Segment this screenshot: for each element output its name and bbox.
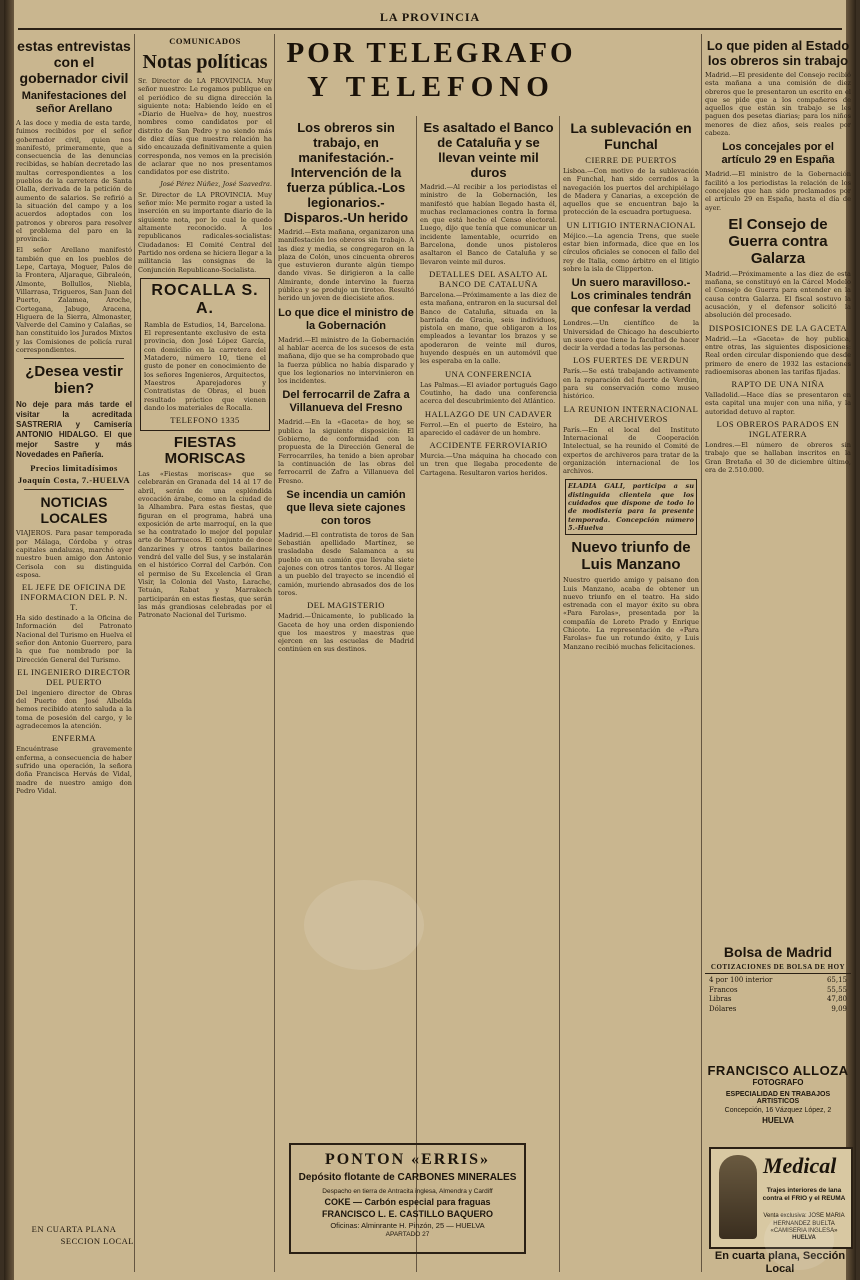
noticias-body-4: Encuéntrase gravemente enferma, a consecuencia de haber sufrido una operación, la señora doña Francisca Hervás de Vidal, madre de nuestro amigo don Pedro Vidal. xyxy=(16,745,132,795)
ponton-title: PONTON «ERRIS» xyxy=(324,1151,491,1168)
column-rule xyxy=(416,116,417,1272)
figure-illustration xyxy=(719,1155,757,1239)
tailor-ad-headline: ¿Desea vestir bien? xyxy=(25,363,123,398)
col5-headline: La sublevación en Funchal xyxy=(570,120,692,152)
col3-subhead-2: Del ferrocarril de Zafra a Villanueva del Fresno xyxy=(282,389,410,415)
col5-subhead-4: LOS FUERTES DE VERDUN xyxy=(573,355,689,366)
col3-subhead-4: DEL MAGISTERIO xyxy=(307,600,385,611)
medical-logo: Medical xyxy=(763,1153,837,1178)
bolsa-box xyxy=(705,940,851,1014)
col5-subhead-2: UN LITIGIO INTERNACIONAL xyxy=(566,219,696,230)
alloza-ad xyxy=(704,1063,852,1125)
col6-footer: En cuarta plana, Sección Local xyxy=(714,1250,846,1275)
col3-subhead-1: Lo que dice el ministro de la Gobernación xyxy=(278,306,414,332)
page-edge-left xyxy=(4,0,14,1280)
col6-body-3: Madrid.—Próximamente a las diez de esta mañana, se constituyó en la Cárcel Modelo el Consejo de Guerra para entender en la causa contra Galarza. El fiscal sostuvo la acusación, y el defensor solicitó la absolución del procesado. xyxy=(705,269,851,320)
bolsa-row-value: 47,80 xyxy=(826,995,847,1003)
col3-body-1: Madrid.—Esta mañana, organizaron una manifestación los obreros sin trabajo. A las diez y media, se congregaron en la plaza de Colón, unos cincuenta obreros que estuvieron durante algún tiempo dando vivas. Se dirigieron a la calle Almirante, donde intervino la fuerza pública y se produjo un tiroteo. Resultó herido un joven de diecisiete años. xyxy=(278,228,414,303)
col4-subhead-3: HALLAZGO DE UN CADAVER xyxy=(424,408,553,419)
col1-body-2: El señor Arellano manifestó también que en los pueblos de Lepe, Cartaya, Moguer, Palos de la Frontera, Aljaraque, Gibraleón, Almonte, Bollullos, Niebla, Villarrasa, Trigueros, San Juan del Puerto, Zalamea, Aroche, Cortegana, Jabugo, Aracena, Higuera de la Sierra, Almonaster, Valverde del Camino y Calañas, se han constituido los Jurados Mixtos y las Comisiones de policía rural correspondientes. xyxy=(16,246,132,355)
col6-body-4: Madrid.—La «Gaceta» de hoy publica, entre otras, las siguientes disposiciones: Real orden circular disponiendo que desde primero de enero de 1932 las estaciones radioemisoras abonen las tarifas fijadas. xyxy=(705,334,851,376)
col4-subhead-1: DETALLES DEL ASALTO AL BANCO DE CATALUÑA xyxy=(429,268,548,289)
col6-headline: Lo que piden al Estado los obreros sin trabajo xyxy=(706,38,850,68)
bolsa-row xyxy=(705,1005,851,1015)
bolsa-row xyxy=(705,976,851,986)
column-rule xyxy=(134,34,135,1272)
col4-body-3: Las Palmas.—El aviador portugués Gago Coutinho, ha dado una conferencia acerca del descubrimiento del Atlántico. xyxy=(420,380,557,406)
col4-body-2: Barcelona.—Próximamente a las diez de esta mañana, entraron en la sucursal del Banco de Cataluña, situada en la barriada de Gracia, seis individuos, pistola en mano, que obligaron a los empleados a levantar los brazos y se apoderaron de veinte mil duros, huyendo después en un automóvil que les esperaba en la calle. xyxy=(420,290,557,366)
ponton-line-3: COKE — Carbón especial para fraguas xyxy=(324,1197,491,1207)
bolsa-row-label: Dólares xyxy=(709,1004,737,1013)
col6-subhead-2: El Consejo de Guerra contra Galarza xyxy=(728,215,828,267)
bolsa-subtitle: COTIZACIONES DE BOLSA DE HOY xyxy=(705,963,851,974)
col6-body-5: Valladolid.—Hace días se presentaron en esta capital una mujer con una niña, y la autoridad detuvo al raptor. xyxy=(705,391,851,416)
bolsa-row-label: 4 por 100 interior xyxy=(709,976,773,984)
col2-body-2: Sr. Director de LA PROVINCIA. Muy señor mío: Me permito rogar a usted la inserción en su importante diario de la siguiente nota, por lo cual le quedo altamente reconocido. A los republicanos radicales-socialistas: Ciudadanos: El Comité Central del Partido nos ordena se hiciera llegar a la militancia las consignas de la Conjunción Republicano-Socialista. xyxy=(138,190,272,274)
divider xyxy=(24,358,124,359)
rocalla-title: ROCALLA S. A. xyxy=(151,281,259,317)
col6-subhead-1: Los concejales por el artículo 29 en España xyxy=(721,141,835,167)
section-banner xyxy=(272,36,590,112)
col5-subhead-6: Nuevo triunfo de Luis Manzano xyxy=(571,539,691,574)
noticias-body-3: Del ingeniero director de Obras del Puerto don José Albelda hemos recibido atento saluda a la toma de posesión del cargo, y le agradecemos la atención. xyxy=(16,688,132,731)
tailor-ad-address: Joaquín Costa, 7.-HUELVA xyxy=(17,475,131,486)
col3-headline: Los obreros sin trabajo, en manifestación.-Intervención de la fuerza pública.-Los legionarios.-Disparos.-Un herido xyxy=(283,120,409,225)
col1-footer: EN CUARTA PLANA xyxy=(31,1224,117,1234)
col3-body-5: Madrid.—Únicamente, lo publicado la Gaceta de hoy una orden disponiendo que los maestros y maestras que ejercen en las escuelas de Madrid continúen en sus destinos. xyxy=(278,612,414,654)
medical-line-1: Trajes interiores de lana contra el FRIO y el REUMA xyxy=(762,1187,846,1202)
alloza-city: HUELVA xyxy=(762,1116,794,1125)
col1-body-1: A las doce y media de esta tarde, fuimos recibidos por el señor gobernador civil, quien nos manifestó, primeramente, que a consecuencia de las denuncias recibidas, se habían decretado las multas correspondientes a los pueblos de la carretera de Santa Olalla, derivada de la petición de aumento de salarios. Se refirió a la situación del campo y a los acuerdos adoptados con los patronos y obreros para resolver el problema del paro en la provincia. xyxy=(16,119,132,244)
col4-body-1: Madrid.—Al recibir a los periodistas el ministro de la Gobernación, les manifestó que habían llegado hasta él, muchas reclamaciones contra la forma en que está hecho el Censo electoral. Luego, dijo que tenía que comunicar un incidente lamentable, ocurrido en Barcelona, donde unos pistoleros asaltaron el Banco de Cataluña y se llevaron veinte mil duros. xyxy=(420,183,557,266)
col2-kicker: COMUNICADOS xyxy=(169,36,241,46)
col1-headline: estas entrevistas con el gobernador civil xyxy=(17,38,131,86)
col2-signature: José Pérez Núñez, José Saavedra. xyxy=(160,179,272,188)
fiestas-body: Las «Fiestas moriscas» que se celebrarán en Granada del 14 al 17 de abril, serán de una espléndida evocación árabe, como en la ciudad de la Alhambra. Para estas fiestas, que figuran en el programa, habrá una exposición de arte marroquí, en la que se ha contratado lo mejor del popular arte de Marruecos. El conjunto de doce danzarines y otros tantos bailarines vendrá del valle del Sus, y se instalarán en el histórico Corral del Carbón. Con el permiso de Su Excelencia el Gran Visir, la Colonia del Vasto, Larache, Tetuán, Rabat y Marrakech participarán en estas fiestas, que serán las más grandiosas celebradas por el Patronato Nacional del Turismo. xyxy=(138,470,272,620)
newspaper-page xyxy=(4,0,856,1280)
column-4 xyxy=(420,116,557,1136)
bolsa-row-label: Libras xyxy=(709,995,732,1003)
column-1 xyxy=(16,34,132,1272)
ponton-line-6: APARTADO 27 xyxy=(385,1231,430,1238)
col5-subhead-3: Un suero maravilloso.-Los criminales tendrán que confesar la verdad xyxy=(570,277,692,316)
alloza-address: Concepción, 16 Vázquez López, 2 xyxy=(724,1107,832,1114)
bolsa-row-label: Francos xyxy=(709,985,738,994)
col6-subhead-4: RAPTO DE UNA NIÑA xyxy=(731,379,825,390)
bolsa-row-value: 55,55 xyxy=(826,985,847,994)
bolsa-row xyxy=(705,986,851,996)
bolsa-row-value: 9,09 xyxy=(831,1004,847,1013)
col4-body-4: Ferrol.—En el puerto de Esteiro, ha aparecido el cadáver de un hombre. xyxy=(420,420,557,437)
col6-body-2: Madrid.—El ministro de la Gobernación facilitó a los periodistas la relación de los concejales que han sido proclamados por el artículo 29 en España, hasta el día de ayer. xyxy=(705,170,851,212)
col5-body-5: París.—En el local del Instituto Internacional de Cooperación Intelectual, se ha reunido el Comité de expertos de archiveros para tratar de la organización internacional de los archivos. xyxy=(563,425,699,476)
col5-body-6: Nuestro querido amigo y paisano don Luis Manzano, acaba de obtener un nuevo triunfo en el teatro. Ha sido estrenada con el mayor éxito su obra «Para Farolas», presentada por la compañía de Loreto Prado y Enrique Chicote. La representación de «Para Farolas» fue un rotundo éxito, y Luis Manzano recibió muchas felicitaciones. xyxy=(563,576,699,651)
column-2 xyxy=(138,34,272,1272)
noticias-headline: NOTICIAS LOCALES xyxy=(40,494,108,527)
bolsa-row xyxy=(705,995,851,1005)
bolsa-title: Bolsa de Madrid xyxy=(723,944,833,960)
medical-city: HUELVA xyxy=(792,1235,816,1241)
col3-subhead-3: Se incendia un camión que lleva siete cajones con toros xyxy=(286,488,406,527)
rocalla-body: Rambla de Estudios, 14, Barcelona. El representante exclusivo de esta provincia, don José López García, con domicilio en la carretera del Matadero, número 10, tiene el gusto de poner en conocimiento de los señores Ingenieros, Arquitectos, Maestros Aparejadores y Contratistas de Obras, el buen resultado práctico que vienen dando los materiales de Rocalla. xyxy=(144,320,266,412)
noticias-subhead-1: EL JEFE DE OFICINA DE INFORMACION DEL P. N. T. xyxy=(20,582,128,613)
col6-subhead-3: DISPOSICIONES DE LA GACETA xyxy=(708,322,848,333)
ponton-line-1: Depósito flotante de CARBONES MINERALES xyxy=(298,1172,517,1183)
col5-body-4: París.—Se está trabajando activamente en la reparación del fuerte de Verdún, para su conservación como museo histórico. xyxy=(563,367,699,401)
column-3 xyxy=(278,116,414,1136)
noticias-subhead-3: ENFERMA xyxy=(51,733,97,744)
banner-line-2: Y TELEFONO xyxy=(307,71,555,103)
ponton-line-4: FRANCISCO L. E. CASTILLO BAQUERO xyxy=(322,1209,493,1219)
column-rule xyxy=(274,34,275,1272)
column-6 xyxy=(705,34,851,934)
column-5 xyxy=(563,116,699,1246)
rocalla-ad xyxy=(140,278,270,431)
col1-subhead: Manifestaciones del señor Arellano xyxy=(21,90,127,115)
col4-headline: Es asaltado el Banco de Cataluña y se llevan veinte mil duros xyxy=(423,120,554,180)
col2-headline: Notas políticas xyxy=(142,51,268,73)
ponton-erris-ad xyxy=(289,1143,526,1254)
eladia-gali-notice xyxy=(565,479,697,535)
col3-body-3: Madrid.—En la «Gaceta» de hoy, se publica la siguiente disposición: El Gobierno, de conformidad con la propuesta de la Dirección General de Ferrocarriles, ha tenido a bien aprobar la continuación de las obras del ferrocarril de Zafra a Villanueva del Fresno. xyxy=(278,418,414,485)
col5-body-1: Lisboa.—Con motivo de la sublevación en Funchal, han sido cerrados a la navegación los puertos del archipiélago de Madera y Canarias, a excepción de aquellos que se encuentran bajo la protección de la escuadra portuguesa. xyxy=(563,167,699,217)
col5-body-3: Londres.—Un científico de la Universidad de Chicago ha descubierto un suero que tiene la facultad de hacer decir la verdad a todas las personas. xyxy=(563,319,699,353)
col2-body-1: Sr. Director de LA PROVINCIA. Muy señor nuestro: Le rogamos publique en el periódico de su digna dirección la siguiente nota: Habiendo leído en el «Diario de Huelva» de hoy, nuestros nombres como candidatos por el distrito de San Pedro y no siendo más de diez días que nuestra relación ha sido encauzada definitivamente a quien corresponda, nos vemos en la precisión de aclarar que no nos presentamos candidatos por ese distrito. xyxy=(138,77,272,177)
ponton-line-2: Despacho en tierra de Antracita inglesa, Almendra y Cardiff xyxy=(322,1188,493,1195)
col6-body-1: Madrid.—El presidente del Consejo recibió esta mañana a una comisión de diez obreros que le presentaron un escrito en el que se pide que a los compañeros de aquellos que están sin trabajo se les paguen dos pesetas diarias; para los niños menores de diez años, seis reales por cabeza. xyxy=(705,71,851,138)
noticias-body-2: Ha sido destinado a la Oficina de Información del Patronato Nacional del Turismo en Huelva el señor don Antonio Guerrero, para la que fue nombrado por la Dirección General del Turismo. xyxy=(16,614,132,664)
eladia-gali-text: ELADIA GALI, participa a su distinguida clientela que los cuidados que dispone de todo lo de modistería para la presente temporada. Concepción número 5.-Huelva xyxy=(568,482,694,532)
rocalla-phone: TELEFONO 1335 xyxy=(170,415,240,426)
bolsa-row-value: 65,15 xyxy=(826,976,847,984)
col4-body-5: Murcia.—Una máquina ha chocado con un tren que llegaba procedente de Cartagena. Resultaron varios heridos. xyxy=(420,452,557,477)
col3-body-4: Madrid.—El contratista de toros de San Sebastián apellidado Martínez, se trasladaba desde Salamanca a su pueblo en un camión que llevaba siete cajones con otros tantos toros. Al llegar a un pueblo del trayecto se incendió el camión, muriendo abrasados dos de los toros. xyxy=(278,530,414,597)
masthead: LA PROVINCIA xyxy=(18,8,842,30)
col1-footer-2: SECCION LOCAL xyxy=(60,1236,134,1246)
col4-subhead-4: ACCIDENTE FERROVIARIO xyxy=(429,440,548,451)
banner-line-1: POR TELEGRAFO xyxy=(286,37,576,69)
alloza-name: FRANCISCO ALLOZA xyxy=(707,1063,849,1078)
tailor-ad-body: No deje para más tarde el visitar la acreditada SASTRERIA y Camisería ANTONIO HIDALGO. El que mejor Sastre y más Novedades en Pañería. xyxy=(16,400,132,460)
column-rule xyxy=(559,116,560,1272)
noticias-body-1: VIAJEROS. Para pasar temporada por Málaga, Córdoba y otras capitales andaluzas, marchó ayer nuestro buen amigo don Antonio Cerisola con su distinguida esposa. xyxy=(16,529,132,579)
col4-subhead-2: UNA CONFERENCIA xyxy=(444,368,533,379)
tailor-ad-prices: Precios limitadísimos xyxy=(30,463,118,474)
col3-body-2: Madrid.—El ministro de la Gobernación al hablar acerca de los sucesos de esta mañana, dijo que se ha comprobado que la fuerza pública no había disparado y que los legionarios no intervinieron en los incidentes. xyxy=(278,335,414,386)
col5-subhead-1: CIERRE DE PUERTOS xyxy=(585,155,677,165)
col5-subhead-5: LA REUNION INTERNACIONAL DE ARCHIVEROS xyxy=(563,403,699,424)
medical-line-2: Venta exclusiva: JOSE MARIA HERNANDEZ BUELTA «CAMISERIA INGLESA» xyxy=(763,1213,845,1234)
alloza-role: FOTOGRAFO xyxy=(752,1078,804,1087)
noticias-subhead-2: EL INGENIERO DIRECTOR DEL PUERTO xyxy=(17,666,131,687)
paper-stain xyxy=(304,880,424,970)
ponton-line-5: Oficinas: Alminrante H. Pinzón, 25 — HUELVA xyxy=(330,1221,485,1230)
divider xyxy=(24,489,124,490)
col6-body-6: Londres.—El número de obreros sin trabajo que se hallaban inscritos en la Gran Bretaña el 30 de diciembre último, era de 2.510.000. xyxy=(705,441,851,474)
fiestas-headline: FIESTAS MORISCAS xyxy=(164,434,246,468)
column-rule xyxy=(701,34,702,1272)
paper-stain xyxy=(764,1210,834,1270)
alloza-specialty: ESPECIALIDAD EN TRABAJOS ARTISTICOS xyxy=(725,1091,831,1105)
col6-subhead-5: LOS OBREROS PARADOS EN INGLATERRA xyxy=(716,419,840,440)
col5-body-2: Méjico.—La agencia Trens, que suele estar bien informada, dice que en los círculos oficiales se conocen el fallo del rey de Italia, como árbitro en el litigio sobre la isla de Clipperton. xyxy=(563,231,699,273)
